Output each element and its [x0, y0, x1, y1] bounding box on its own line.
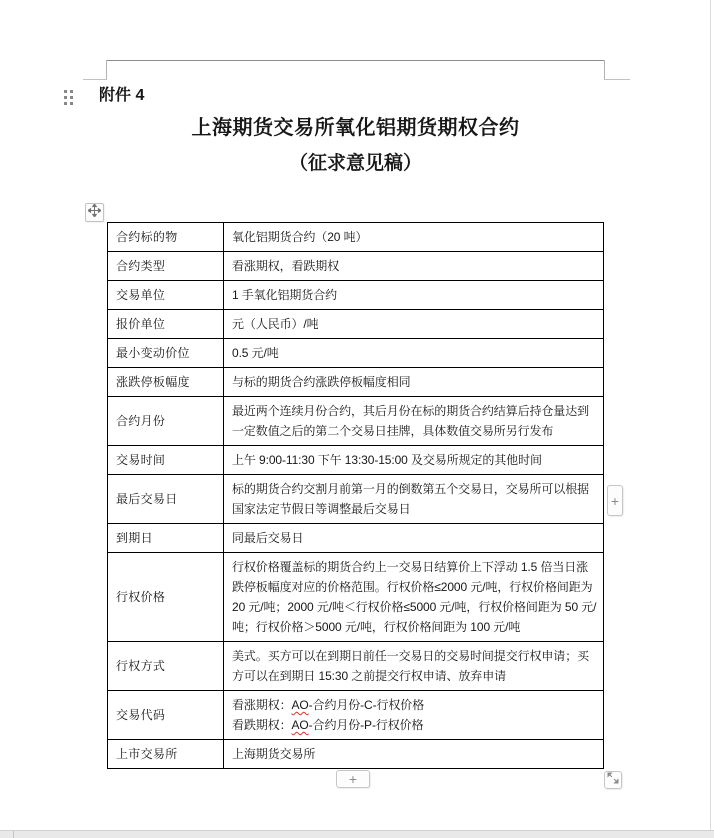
table-row: [108, 740, 604, 769]
cell-line: [232, 695, 599, 715]
row-value[interactable]: [224, 691, 604, 740]
row-value[interactable]: 最近两个连续月份合约，其后月份在标的期货合约结算后持仓量达到一定数值之后的第二个交易日挂牌，具体数值交易所另行发布: [224, 397, 604, 446]
row-label[interactable]: 合约月份: [108, 397, 224, 446]
row-value[interactable]: 标的期货合约交割月前第一月的倒数第五个交易日，交易所可以根据国家法定节假日等调整最后交易日: [224, 475, 604, 524]
row-value[interactable]: 看涨期权，看跌期权: [224, 252, 604, 281]
table-move-handle[interactable]: [85, 203, 104, 222]
table-row: [108, 642, 604, 691]
page-boundary-notch-left: [106, 60, 107, 80]
table-row: [108, 691, 604, 740]
spellcheck-word: AO: [291, 718, 309, 732]
row-label[interactable]: 交易代码: [108, 691, 224, 740]
bottom-strip-divider: [13, 831, 14, 838]
row-label[interactable]: 合约类型: [108, 252, 224, 281]
spellcheck-word: AO: [291, 698, 309, 712]
row-label[interactable]: 合约标的物: [108, 223, 224, 252]
four-direction-arrows-icon: [88, 204, 101, 222]
table-resize-handle[interactable]: [604, 771, 622, 789]
page-boundary-edge-left: [83, 79, 107, 80]
text-segment: 看涨期权：: [232, 698, 292, 712]
document-subtitle[interactable]: （征求意见稿）: [288, 153, 422, 174]
row-label[interactable]: 最小变动价位: [108, 339, 224, 368]
below-table-area: [107, 769, 627, 795]
table-row: [108, 524, 604, 553]
text-segment: 看跌期权：: [232, 718, 292, 732]
row-value[interactable]: 1 手氧化铝期货合约: [224, 281, 604, 310]
table-row: [108, 368, 604, 397]
table-row: [108, 223, 604, 252]
row-label[interactable]: 涨跌停板幅度: [108, 368, 224, 397]
add-column-button[interactable]: +: [607, 485, 623, 516]
row-label[interactable]: 行权价格: [108, 553, 224, 642]
row-value[interactable]: 行权价格覆盖标的期货合约上一交易日结算价上下浮动 1.5 倍当日涨跌停板幅度对应的价格范围。行权价格≤2000 元/吨，行权价格间距为 20 元/吨；2000 元/吨＜行权价格≤5000 元/吨，行权价格间距为 50 元/吨；行权价格＞5000 元/吨，行权价格间距为 100 元/吨: [224, 553, 604, 642]
row-value[interactable]: 上海期货交易所: [224, 740, 604, 769]
table-zone: [107, 222, 605, 795]
page-boundary-edge-right: [604, 79, 630, 80]
row-value[interactable]: 与标的期货合约涨跌停板幅度相同: [224, 368, 604, 397]
row-label[interactable]: 到期日: [108, 524, 224, 553]
table-row: [108, 553, 604, 642]
document-title[interactable]: 上海期货交易所氧化铝期货期权合约: [191, 117, 520, 139]
row-label[interactable]: 报价单位: [108, 310, 224, 339]
row-label[interactable]: 交易时间: [108, 446, 224, 475]
cell-line: [232, 715, 599, 735]
bottom-status-strip: [0, 830, 714, 838]
right-edge-divider: [710, 0, 711, 831]
row-value[interactable]: 氧化铝期货合约（20 吨）: [224, 223, 604, 252]
contract-table: [107, 222, 604, 769]
row-value[interactable]: 0.5 元/吨: [224, 339, 604, 368]
paragraph-drag-handle-icon[interactable]: [64, 90, 73, 105]
table-row: [108, 252, 604, 281]
row-label[interactable]: 上市交易所: [108, 740, 224, 769]
text-segment: -合约月份-C-行权价格: [308, 698, 425, 712]
text-segment: -合约月份-P-行权价格: [308, 718, 424, 732]
row-value[interactable]: 元（人民币）/吨: [224, 310, 604, 339]
contract-table-body: [108, 223, 604, 769]
table-row: [108, 446, 604, 475]
add-row-button[interactable]: +: [336, 770, 370, 788]
row-value[interactable]: 上午 9:00-11:30 下午 13:30-15:00 及交易所规定的其他时间: [224, 446, 604, 475]
page-boundary-notch-right: [604, 60, 605, 80]
row-label[interactable]: 交易单位: [108, 281, 224, 310]
row-label[interactable]: 最后交易日: [108, 475, 224, 524]
diagonal-expand-arrows-icon: [607, 771, 619, 789]
table-row: [108, 475, 604, 524]
table-row: [108, 397, 604, 446]
row-label[interactable]: 行权方式: [108, 642, 224, 691]
table-row: [108, 310, 604, 339]
row-value[interactable]: 同最后交易日: [224, 524, 604, 553]
attachment-label[interactable]: 附件 4: [99, 87, 145, 104]
table-row: [108, 339, 604, 368]
table-row: [108, 281, 604, 310]
row-value[interactable]: 美式。买方可以在到期日前任一交易日的交易时间提交行权申请；买方可以在到期日 15:30 之前提交行权申请、放弃申请: [224, 642, 604, 691]
page-boundary-line: [106, 60, 605, 61]
